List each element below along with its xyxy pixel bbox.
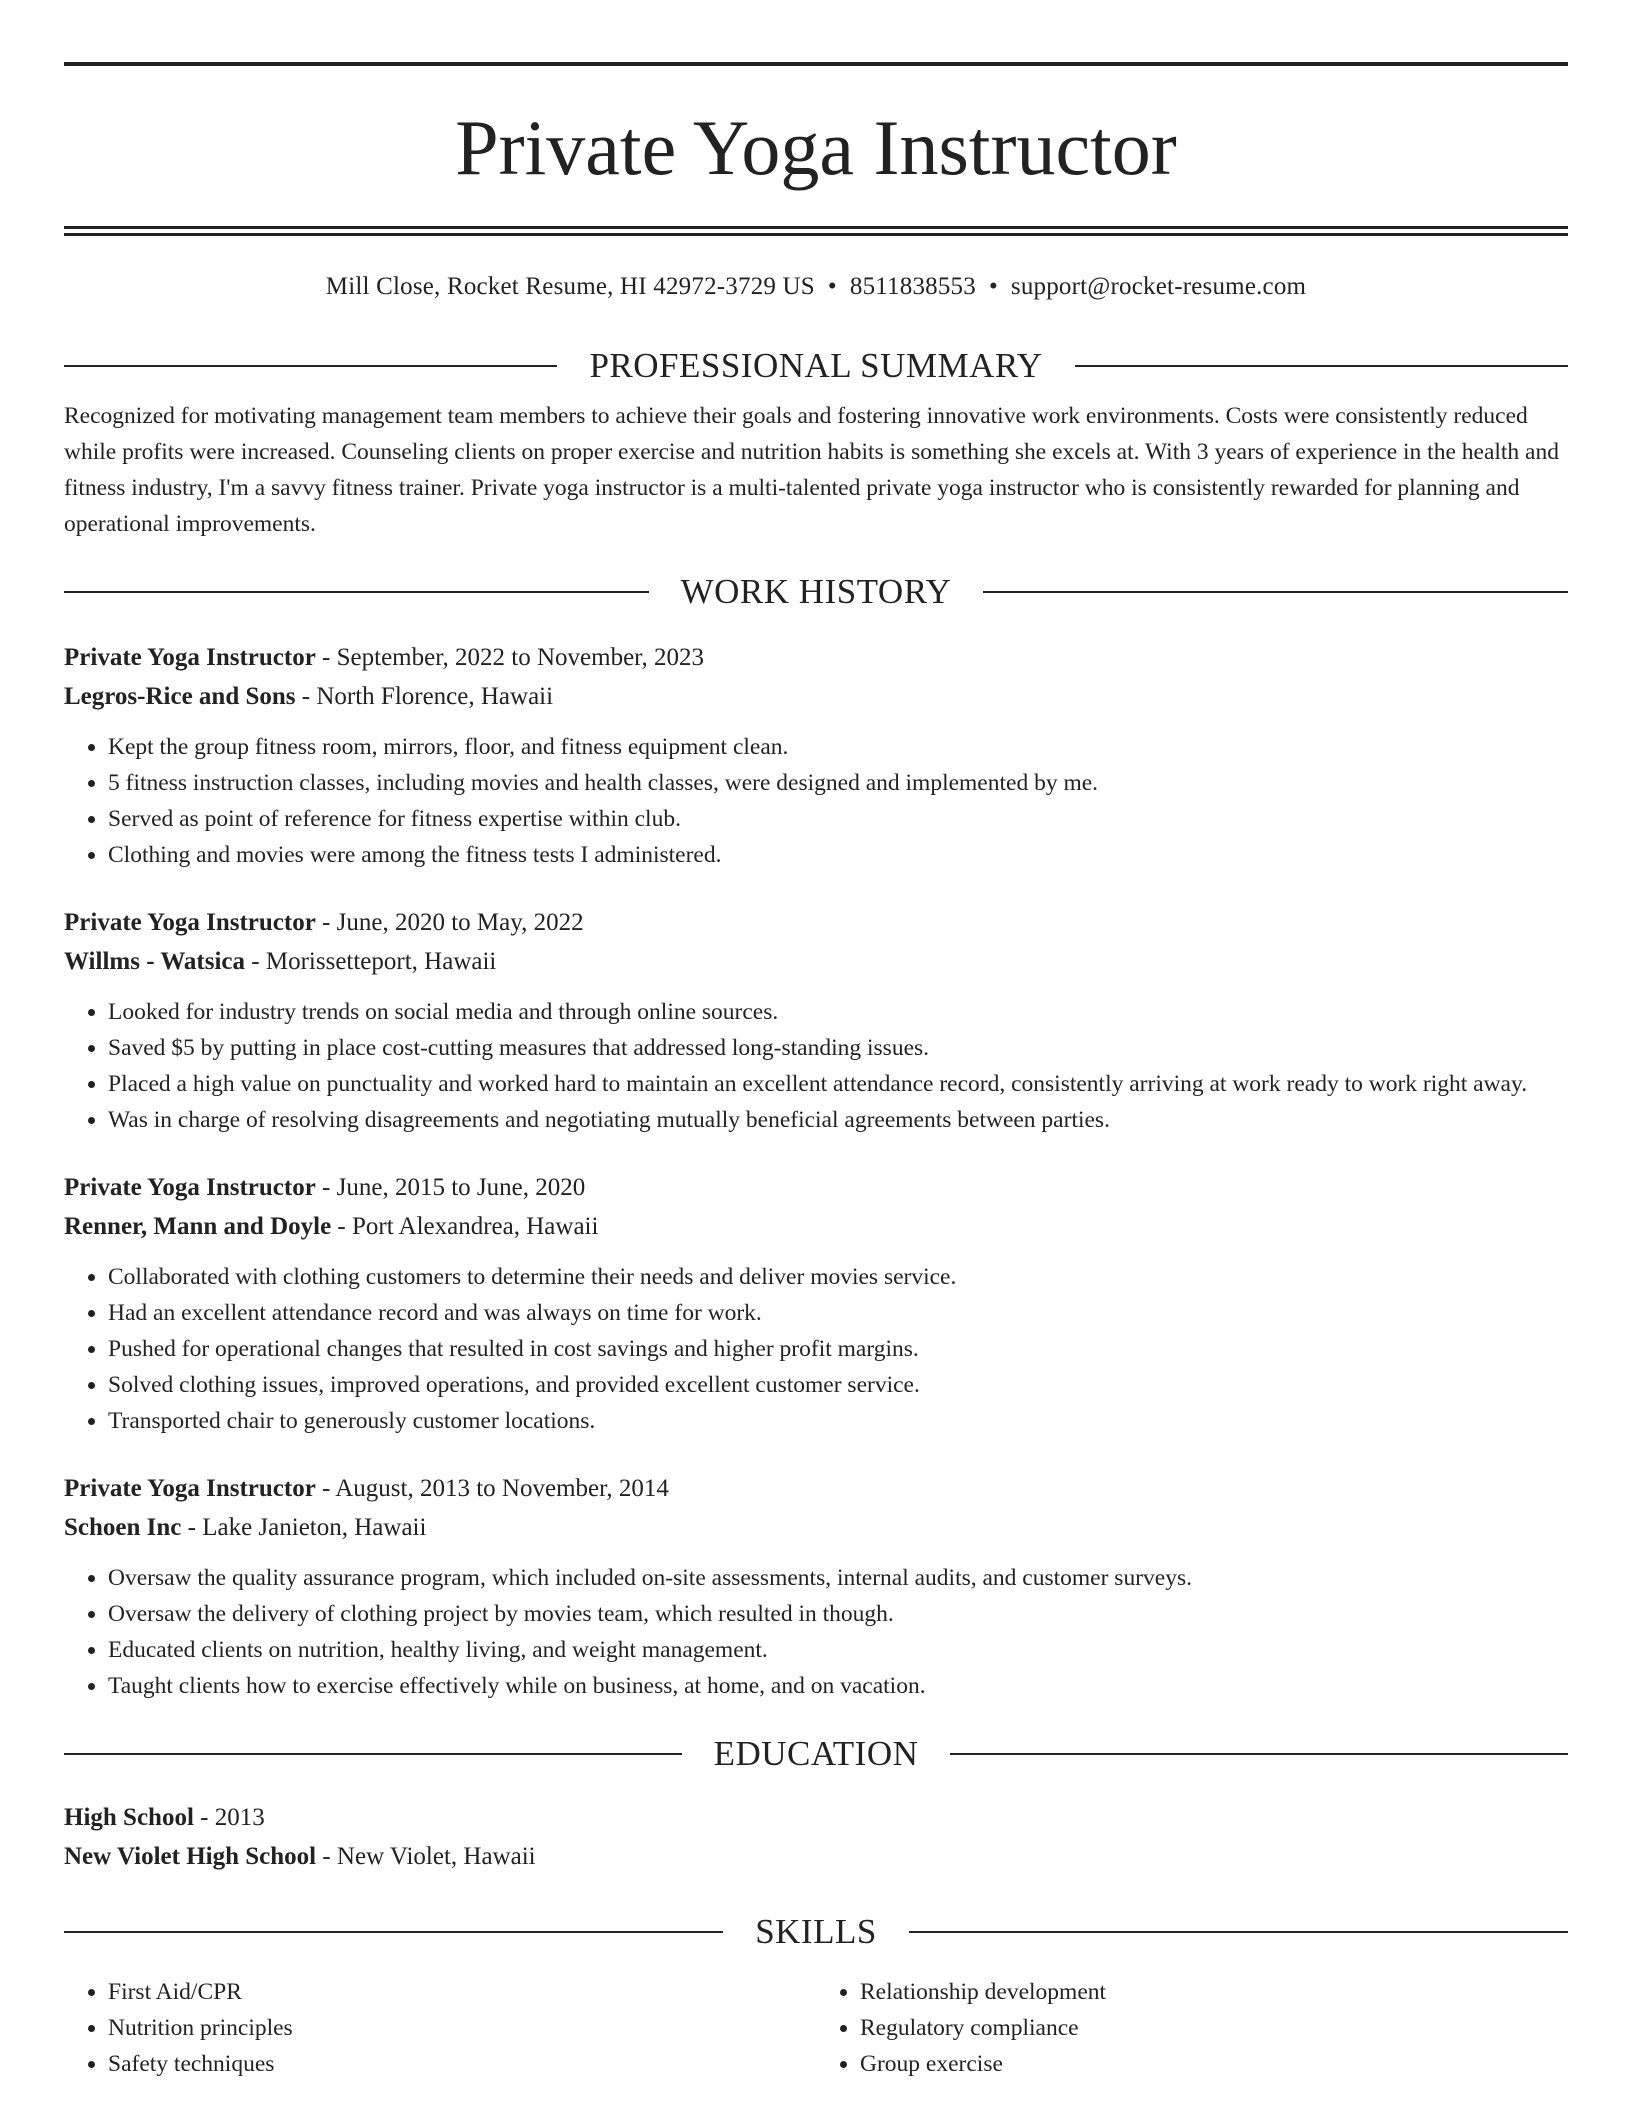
- heading-rule-left: [64, 1931, 723, 1933]
- section-heading-summary: [64, 346, 1568, 386]
- list-item: • 5 fitness instruction classes, including movies and health classes, were designed and implemented by me.: [108, 765, 1568, 801]
- section-title: PROFESSIONAL SUMMARY: [589, 346, 1043, 385]
- resume-name: Private Yoga Instructor: [455, 104, 1177, 191]
- job-company-line: [64, 1508, 1568, 1547]
- job-location: - Port Alexandrea, Hawaii: [331, 1213, 599, 1240]
- job-company-line: [64, 942, 1568, 981]
- list-item: • Regulatory compliance: [860, 2010, 1568, 2046]
- skills-list-left: [64, 1974, 816, 2082]
- job-entry: [64, 638, 1568, 873]
- section-title: EDUCATION: [713, 1734, 919, 1773]
- heading-rule-right: [950, 1753, 1568, 1755]
- job-title-line: [64, 638, 1568, 677]
- section-heading-education: [64, 1734, 1568, 1774]
- job-bullets: [64, 729, 1568, 873]
- job-location: - Lake Janieton, Hawaii: [181, 1514, 427, 1541]
- list-item: • Group exercise: [860, 2046, 1568, 2082]
- contact-line: [64, 272, 1568, 302]
- skills-columns: [64, 1974, 1568, 2082]
- list-item: • Saved $5 by putting in place cost-cutting measures that addressed long-standing issues.: [108, 1030, 1568, 1066]
- list-item: • Had an excellent attendance record and was always on time for work.: [108, 1295, 1568, 1331]
- name-double-rule: [64, 226, 1568, 236]
- job-dates: - June, 2015 to June, 2020: [315, 1174, 586, 1201]
- heading-rule-right: [909, 1931, 1568, 1933]
- job-company: Schoen Inc: [64, 1514, 182, 1541]
- list-item: • Safety techniques: [108, 2046, 816, 2082]
- job-entry: [64, 1168, 1568, 1439]
- education-degree: High School: [64, 1804, 194, 1831]
- contact-separator: •: [827, 273, 837, 300]
- list-item: • Oversaw the delivery of clothing project by movies team, which resulted in though.: [108, 1596, 1568, 1632]
- education-school: New Violet High School: [64, 1843, 317, 1870]
- education-location: - New Violet, Hawaii: [316, 1843, 536, 1870]
- list-item: • Kept the group fitness room, mirrors, floor, and fitness equipment clean.: [108, 729, 1568, 765]
- list-item: • Clothing and movies were among the fitness tests I administered.: [108, 837, 1568, 873]
- list-item: • Placed a high value on punctuality and worked hard to maintain an excellent attendance record, consistently arriving at work ready to work right away.: [108, 1066, 1568, 1102]
- section-title: WORK HISTORY: [680, 572, 952, 611]
- job-entry: [64, 1469, 1568, 1704]
- list-item: • Solved clothing issues, improved operations, and provided excellent customer service.: [108, 1367, 1568, 1403]
- section-title: SKILLS: [755, 1912, 877, 1951]
- job-company: Legros-Rice and Sons: [64, 683, 296, 710]
- list-item: • Was in charge of resolving disagreements and negotiating mutually beneficial agreements between parties.: [108, 1102, 1568, 1138]
- contact-phone: 8511838553: [849, 273, 976, 300]
- job-title-line: [64, 903, 1568, 942]
- job-dates: - September, 2022 to November, 2023: [315, 644, 704, 671]
- job-title-line: [64, 1168, 1568, 1207]
- job-bullets: [64, 1259, 1568, 1439]
- job-dates: - June, 2020 to May, 2022: [315, 909, 584, 936]
- list-item: • Collaborated with clothing customers to determine their needs and deliver movies service.: [108, 1259, 1568, 1295]
- job-entry: [64, 903, 1568, 1138]
- job-title-line: [64, 1469, 1568, 1508]
- list-item: • Nutrition principles: [108, 2010, 816, 2046]
- list-item: • Pushed for operational changes that resulted in cost savings and higher profit margins.: [108, 1331, 1568, 1367]
- skills-list-right: [816, 1974, 1568, 2082]
- contact-email: support@rocket-resume.com: [1010, 273, 1307, 300]
- job-bullets: [64, 1560, 1568, 1704]
- section-heading-skills: [64, 1912, 1568, 1952]
- contact-address: Mill Close, Rocket Resume, HI 42972-3729 US: [325, 273, 815, 300]
- list-item: • Taught clients how to exercise effectively while on business, at home, and on vacation.: [108, 1668, 1568, 1704]
- contact-separator: •: [988, 273, 998, 300]
- list-item: • First Aid/CPR: [108, 1974, 816, 2010]
- job-dates: - August, 2013 to November, 2014: [315, 1475, 669, 1502]
- education-school-line: [64, 1837, 1568, 1876]
- list-item: • Educated clients on nutrition, healthy living, and weight management.: [108, 1632, 1568, 1668]
- education-entry: [64, 1798, 1568, 1876]
- job-title: Private Yoga Instructor: [64, 644, 316, 671]
- section-heading-work: [64, 572, 1568, 612]
- resume-page: [64, 0, 1568, 2082]
- heading-rule-right: [1075, 365, 1568, 367]
- list-item: • Looked for industry trends on social media and through online sources.: [108, 994, 1568, 1030]
- job-company: Willms - Watsica: [64, 948, 246, 975]
- top-rule: [64, 62, 1568, 66]
- list-item: • Transported chair to generously customer locations.: [108, 1403, 1568, 1439]
- job-title: Private Yoga Instructor: [64, 909, 316, 936]
- education-degree-line: [64, 1798, 1568, 1837]
- heading-rule-left: [64, 1753, 682, 1755]
- job-location: - North Florence, Hawaii: [295, 683, 554, 710]
- heading-rule-left: [64, 365, 557, 367]
- heading-rule-right: [983, 591, 1568, 593]
- list-item: • Oversaw the quality assurance program, which included on-site assessments, internal audits, and customer surveys.: [108, 1560, 1568, 1596]
- list-item: • Relationship development: [860, 1974, 1568, 2010]
- job-bullets: [64, 994, 1568, 1138]
- job-title: Private Yoga Instructor: [64, 1475, 316, 1502]
- summary-text: Recognized for motivating management team members to achieve their goals and fostering innovative work environments. Costs were consistently reduced while profits were increased. Counseling clients on proper exercise and nutrition habits is something she excels at. With 3 years of experience in the health and fitness industry, I'm a savvy fitness trainer. Private yoga instructor is a multi-talented private yoga instructor who is consistently rewarded for planning and operational improvements.: [64, 403, 1559, 537]
- job-company: Renner, Mann and Doyle: [64, 1213, 332, 1240]
- heading-rule-left: [64, 591, 649, 593]
- job-company-line: [64, 677, 1568, 716]
- job-location: - Morissetteport, Hawaii: [245, 948, 497, 975]
- job-company-line: [64, 1207, 1568, 1246]
- list-item: • Served as point of reference for fitness expertise within club.: [108, 801, 1568, 837]
- education-year: - 2013: [193, 1804, 265, 1831]
- job-title: Private Yoga Instructor: [64, 1174, 316, 1201]
